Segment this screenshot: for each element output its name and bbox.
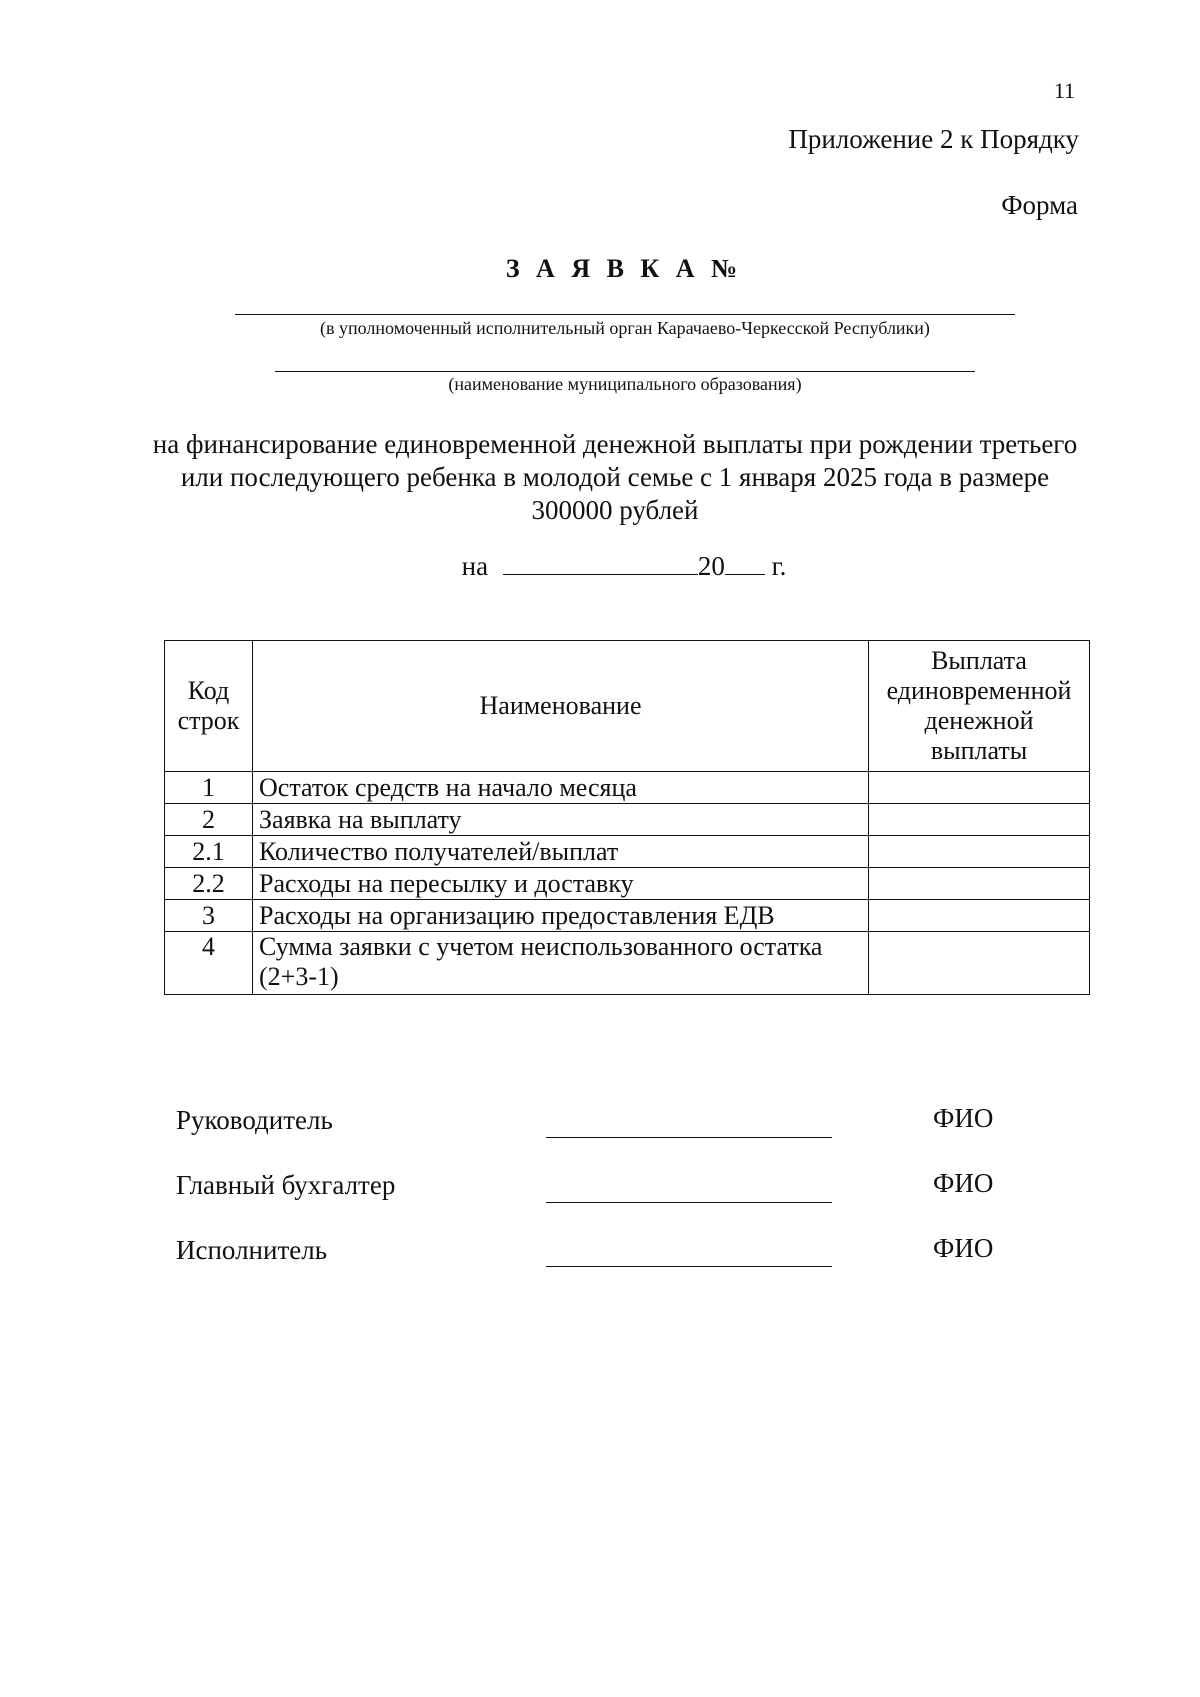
request-table — [164, 640, 1090, 995]
row-code: 2 — [165, 804, 253, 836]
document-title: З А Я В К А № — [505, 254, 743, 283]
table-row — [165, 900, 1090, 932]
request-purpose: на финансирование единовременной денежной выплаты при рождении третьего или последующего ребенка в молодой семье с 1 января 2025 года в размере 300000 рублей — [152, 429, 1078, 525]
row-name: Количество получателей/выплат — [253, 836, 869, 868]
date-line — [0, 548, 1200, 582]
year-blank[interactable] — [725, 548, 765, 575]
signature-role-accountant: Главный бухгалтер — [176, 1170, 396, 1200]
row-value-cell[interactable] — [869, 932, 1090, 995]
signature-name-executor: ФИО — [933, 1233, 994, 1263]
signature-name-head: ФИО — [933, 1103, 994, 1133]
row-value-cell[interactable] — [869, 772, 1090, 804]
table-row — [165, 804, 1090, 836]
row-value-cell[interactable] — [869, 868, 1090, 900]
signature-line-executor[interactable] — [546, 1266, 832, 1267]
table-row — [165, 932, 1090, 995]
signature-line-accountant[interactable] — [546, 1202, 832, 1203]
signature-name-accountant: ФИО — [933, 1168, 994, 1198]
table-row — [165, 868, 1090, 900]
row-value-cell[interactable] — [869, 804, 1090, 836]
date-prefix: на — [461, 551, 489, 581]
recipient-caption: (в уполномоченный исполнительный орган Карачаево-Черкесской Республики) — [320, 318, 930, 338]
row-value-cell[interactable] — [869, 900, 1090, 932]
date-suffix: г. — [771, 551, 787, 581]
row-name: Сумма заявки с учетом неиспользованного остатка (2+3-1) — [253, 932, 869, 995]
row-name: Расходы на организацию предоставления ЕДВ — [253, 900, 869, 932]
row-code: 3 — [165, 900, 253, 932]
table-row — [165, 836, 1090, 868]
page-number: 11 — [1053, 78, 1075, 103]
row-code: 2.2 — [165, 868, 253, 900]
row-value-cell[interactable] — [869, 836, 1090, 868]
recipient-blank-line[interactable] — [235, 314, 1015, 315]
row-code: 2.1 — [165, 836, 253, 868]
row-name: Расходы на пересылку и доставку — [253, 868, 869, 900]
signature-role-executor: Исполнитель — [176, 1235, 328, 1265]
date-blank[interactable] — [503, 548, 698, 575]
header-name: Наименование — [253, 641, 869, 772]
header-code: Код строк — [165, 641, 253, 772]
signature-role-head: Руководитель — [176, 1105, 333, 1135]
form-label: Форма — [1001, 190, 1078, 220]
row-name: Остаток средств на начало месяца — [253, 772, 869, 804]
annex-reference: Приложение 2 к Порядку — [788, 124, 1079, 154]
row-name: Заявка на выплату — [253, 804, 869, 836]
header-payment: Выплата единовременной денежной выплаты — [869, 641, 1090, 772]
table-row — [165, 772, 1090, 804]
table-header-row — [165, 641, 1090, 772]
municipality-blank-line[interactable] — [275, 371, 975, 372]
row-code: 4 — [165, 932, 253, 995]
year-prefix: 20 — [697, 551, 725, 581]
municipality-caption: (наименование муниципального образования) — [448, 374, 802, 394]
row-code: 1 — [165, 772, 253, 804]
signature-line-head[interactable] — [546, 1137, 832, 1138]
